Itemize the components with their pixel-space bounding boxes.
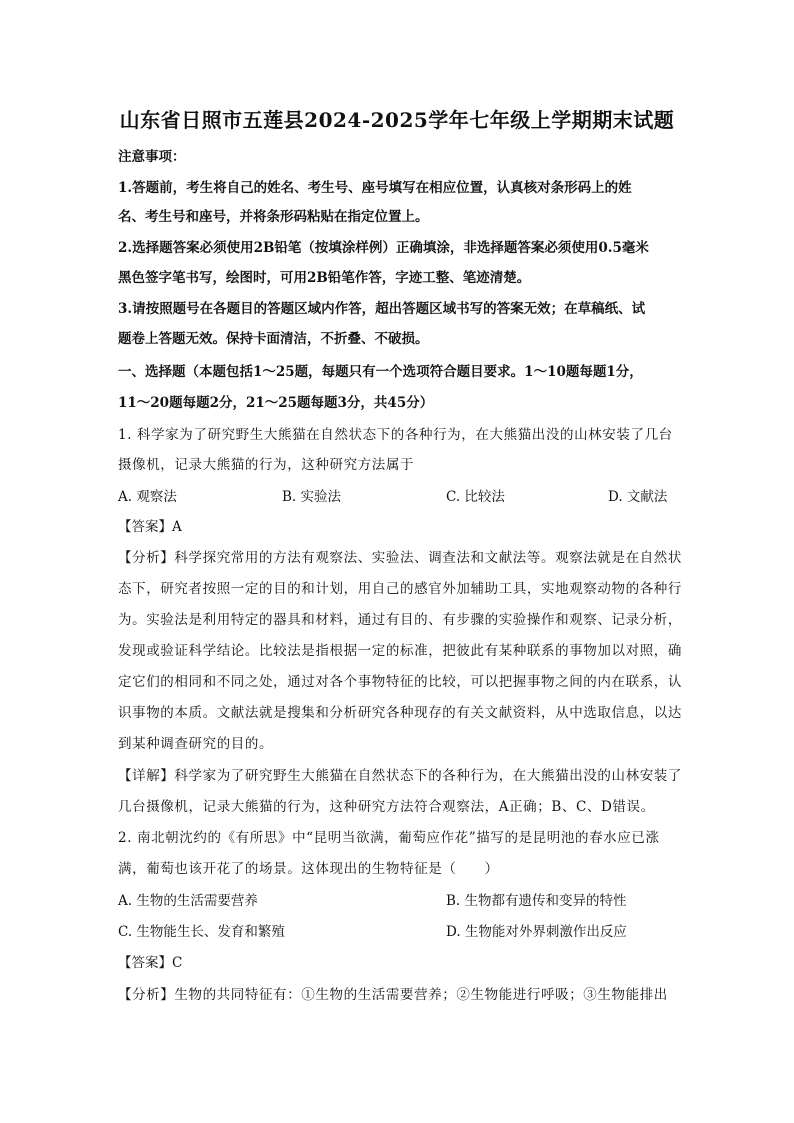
question-2-stem: 满，葡萄也该开花了的场景。这体现出的生物特征是（ ） <box>118 861 499 877</box>
question-1-option-b: B. 实验法 <box>282 489 342 505</box>
question-1-answer: 【答案】A <box>118 519 182 535</box>
question-1-analysis: 发现或验证科学结论。比较法是指根据一定的标准，把彼此有某种联系的事物加以对照，确 <box>118 643 682 659</box>
question-2-stem: 2. 南北朝沈约的《有所思》中“昆明当欲满，葡萄应作花”描写的是昆明池的春水应已涨 <box>118 830 660 846</box>
question-1-analysis: 定它们的相同和不同之处，通过对各个事物特征的比较，可以把握事物之间的内在联系，认 <box>118 674 682 690</box>
notes-line: 名、考生号和座号，并将条形码粘贴在指定位置上。 <box>118 209 429 225</box>
question-1-analysis: 到某种调查研究的目的。 <box>118 736 274 752</box>
notes-heading: 注意事项： <box>118 149 186 165</box>
question-1-stem: 1. 科学家为了研究野生大熊猫在自然状态下的各种行为，在大熊猫出没的山林安装了几台 <box>118 427 673 443</box>
question-1-analysis: 态下，研究者按照一定的目的和计划，用自己的感官外加辅助工具，实地观察动物的各种行 <box>118 581 682 597</box>
notes-line: 黑色签字笔书写，绘图时，可用2B铅笔作答，字迹工整、笔迹清楚。 <box>118 270 531 286</box>
notes-line: 2.选择题答案必须使用2B铅笔（按填涂样例）正确填涂，非选择题答案必须使用0.5毫米 <box>118 240 649 256</box>
question-1-stem: 摄像机，记录大熊猫的行为，这种研究方法属于 <box>118 457 415 473</box>
notes-line: 题卷上答题无效。保持卡面清洁，不折叠、不破损。 <box>118 331 429 347</box>
question-1-analysis: 【分析】科学探究常用的方法有观察法、实验法、调查法和文献法等。观察法就是在自然状 <box>118 550 682 566</box>
question-1-option-a: A. 观察法 <box>118 489 177 505</box>
question-2-answer: 【答案】C <box>118 955 183 971</box>
question-2-option-b: B. 生物都有遗传和变异的特性 <box>446 893 627 909</box>
question-2-analysis: 【分析】生物的共同特征有：①生物的生活需要营养；②生物能进行呼吸；③生物能排出 <box>118 987 668 1003</box>
page-title: 山东省日照市五莲县2024-2025学年七年级上学期期末试题 <box>119 108 675 132</box>
question-2-option-d: D. 生物能对外界刺激作出反应 <box>446 924 627 940</box>
notes-line: 1.答题前，考生将自己的姓名、考生号、座号填写在相应位置，认真核对条形码上的姓 <box>118 180 632 196</box>
question-1-analysis: 为。实验法是利用特定的器具和材料，通过有目的、有步骤的实验操作和观察、记录分析， <box>118 612 682 628</box>
section-heading: 11～20题每题2分，21～25题每题3分，共45分） <box>118 395 434 411</box>
question-1-option-d: D. 文献法 <box>608 489 668 505</box>
question-1-analysis: 识事物的本质。文献法就是搜集和分析研究各种现存的有关文献资料，从中选取信息，以达 <box>118 705 682 721</box>
question-1-detail: 【详解】科学家为了研究野生大熊猫在自然状态下的各种行为，在大熊猫出没的山林安装了 <box>118 768 682 784</box>
question-2-option-a: A. 生物的生活需要营养 <box>118 893 258 909</box>
question-1-detail: 几台摄像机，记录大熊猫的行为，这种研究方法符合观察法，A正确；B、C、D错误。 <box>118 799 655 815</box>
question-2-option-c: C. 生物能生长、发育和繁殖 <box>118 924 285 940</box>
section-heading: 一、选择题（本题包括1～25题，每题只有一个选项符合题目要求。1～10题每题1分， <box>118 364 643 380</box>
question-1-option-c: C. 比较法 <box>446 489 505 505</box>
notes-line: 3.请按照题号在各题目的答题区域内作答，超出答题区域书写的答案无效；在草稿纸、试 <box>118 301 646 317</box>
